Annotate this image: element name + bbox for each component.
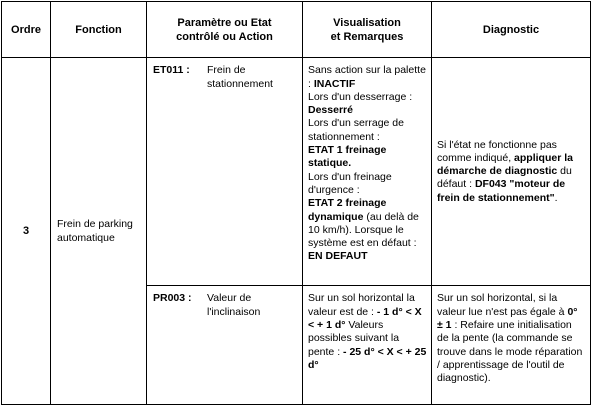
header-parametre-line2: contrôlé ou Action bbox=[176, 30, 273, 43]
param-entry bbox=[153, 64, 298, 91]
param-name: Valeur de l'inclinaison bbox=[207, 292, 261, 318]
header-row bbox=[2, 2, 591, 58]
vis-text: Sur un sol horizontal la valeur est de : bbox=[308, 292, 415, 318]
vis-text: Lors d'un serrage de stationnement : bbox=[308, 117, 404, 143]
header-fonction bbox=[51, 2, 147, 58]
diag-text: : Refaire une initialisation de la pente (la commande se trouve dans le mode réparation / apprentissage de l'outil de diagnostic). bbox=[437, 318, 583, 385]
diag-text: Si l'état ne fonctionne pas comme indiqué, bbox=[437, 138, 557, 164]
header-fonction-label: Fonction bbox=[75, 23, 122, 36]
ordre-cell bbox=[2, 58, 51, 405]
visualisation-cell bbox=[303, 58, 432, 286]
diag-text: . bbox=[554, 191, 558, 204]
diag-value: appliquer la démarche de diagnostic bbox=[437, 151, 573, 178]
diag-text: Sur un sol horizontal, si la valeur lue n'est pas égale à bbox=[437, 292, 568, 318]
vis-text: Lors d'un desserrage : bbox=[308, 90, 413, 103]
table-row bbox=[2, 58, 591, 286]
diag-value: 0° ± 1 bbox=[437, 305, 578, 331]
fonction-value: Frein de parking automatique bbox=[57, 218, 133, 245]
header-parametre-line1: Paramètre ou Etat bbox=[177, 16, 272, 29]
param-code: ET011 : bbox=[153, 64, 190, 77]
header-ordre bbox=[2, 2, 51, 58]
vis-value: EN DEFAUT bbox=[308, 250, 368, 263]
param-name: Frein de stationnement bbox=[207, 64, 273, 90]
vis-text: Lors d'un freinage d'urgence : bbox=[308, 170, 392, 196]
vis-value: - 1 d° < X < + 1 d° bbox=[308, 305, 422, 331]
header-ordre-label: Ordre bbox=[11, 23, 41, 36]
param-cell bbox=[147, 286, 303, 405]
header-diagnostic bbox=[432, 2, 591, 58]
param-code: PR003 : bbox=[153, 292, 192, 305]
header-visualisation bbox=[303, 2, 432, 58]
vis-value: ETAT 1 freinage statique. bbox=[308, 144, 387, 170]
diag-text: du défaut : bbox=[437, 165, 572, 191]
vis-value: ETAT 2 freinage dynamique bbox=[308, 197, 387, 223]
vis-text: Valeurs possibles suivant la pente : bbox=[308, 318, 400, 358]
header-visualisation-line1: Visualisation bbox=[333, 16, 401, 29]
diag-value: DF043 "moteur de frein de stationnement" bbox=[437, 178, 566, 204]
diagnostic-cell bbox=[432, 286, 591, 405]
vis-value: Desserré bbox=[308, 104, 353, 117]
diagnostic-table bbox=[1, 1, 591, 405]
param-entry bbox=[153, 292, 298, 319]
vis-value: INACTIF bbox=[313, 77, 356, 90]
ordre-value: 3 bbox=[22, 225, 30, 238]
vis-text: (au delà de 10 km/h). Lorsque le système est en défaut : bbox=[308, 210, 419, 250]
visualisation-cell bbox=[303, 286, 432, 405]
header-diagnostic-label: Diagnostic bbox=[482, 23, 540, 36]
header-parametre bbox=[147, 2, 303, 58]
vis-value: - 25 d° < X < + 25 d° bbox=[308, 345, 427, 371]
vis-text: Sans action sur la palette : bbox=[308, 64, 426, 90]
header-visualisation-line2: et Remarques bbox=[330, 30, 404, 43]
fonction-cell bbox=[51, 58, 147, 405]
param-cell bbox=[147, 58, 303, 286]
diagnostic-cell bbox=[432, 58, 591, 286]
